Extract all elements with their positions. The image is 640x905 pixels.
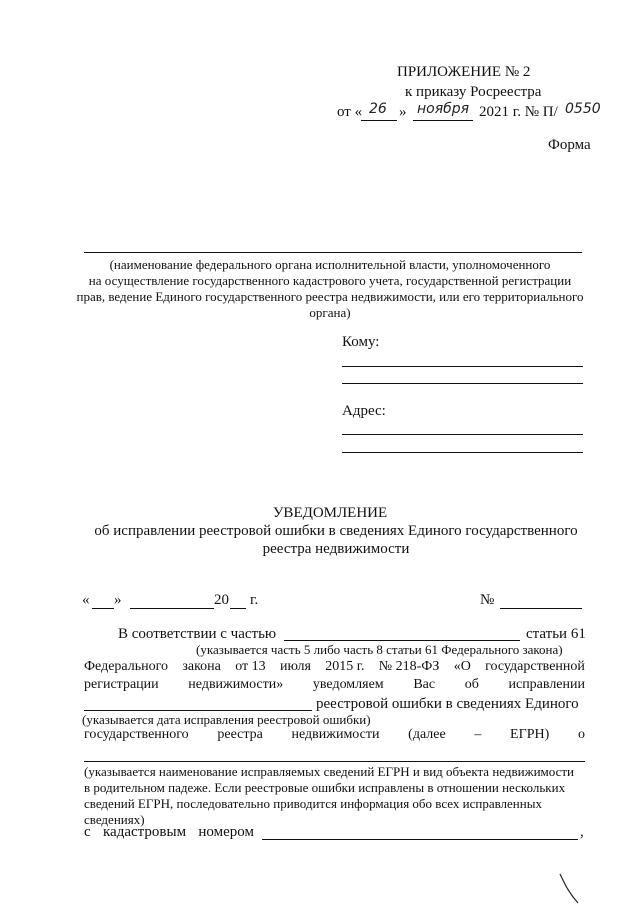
number-field xyxy=(500,608,582,609)
state-register-line xyxy=(84,727,585,743)
day-field xyxy=(92,608,114,609)
day-handwritten: 26 xyxy=(369,101,387,117)
state-word-7: о xyxy=(577,727,585,742)
hint-info-2: в родительном падеже. Если реестровые ошибки исправлены в отношении нескольких xyxy=(84,780,566,795)
state-word-3: недвижимости xyxy=(291,727,380,742)
state-word-2: реестра xyxy=(217,727,263,742)
law-line xyxy=(84,659,585,675)
cadastral-label xyxy=(84,824,254,841)
address-label: Адрес: xyxy=(342,403,386,419)
authority-caption-4: органа) xyxy=(309,305,351,320)
form-label: Форма xyxy=(548,137,591,153)
authority-caption-3: прав, ведение Единого государственного реестра недвижимости, или его территориального xyxy=(76,289,584,304)
order-date-line xyxy=(337,101,607,126)
date-prefix: от « xyxy=(337,104,363,120)
authority-name-field xyxy=(84,252,582,253)
address-field-line-1 xyxy=(342,434,583,435)
reg-word-6: исправлении xyxy=(508,677,585,692)
correction-date-field xyxy=(84,710,312,711)
state-word-1: государственного xyxy=(84,727,189,742)
notice-subtitle-1: об исправлении реестровой ошибки в сведениях Единого государственного xyxy=(94,523,578,539)
state-word-6: ЕГРН) xyxy=(510,727,550,742)
notice-title: УВЕДОМЛЕНИЕ xyxy=(272,505,388,521)
pen-stroke-mark xyxy=(556,872,586,905)
hint-info-4: сведениях) xyxy=(84,812,145,827)
appendix-label: ПРИЛОЖЕНИЕ № 2 xyxy=(397,64,531,80)
reg-word-4: Вас xyxy=(413,677,436,692)
error-line-end: реестровой ошибки в сведениях Единого xyxy=(316,696,579,712)
part-field xyxy=(284,640,520,641)
authority-caption-2: на осуществление государственного кадастрового учета, государственной регистрации xyxy=(88,273,572,288)
address-field-line-2 xyxy=(342,452,583,453)
year-prefix: 20 xyxy=(214,592,229,608)
date-quote-close: » xyxy=(399,104,407,120)
reg-word-5: об xyxy=(464,677,479,692)
number-sign: № xyxy=(480,592,495,608)
reg-word-2: недвижимости» xyxy=(188,677,284,692)
year-number-prefix: 2021 г. № П/ xyxy=(479,104,558,120)
date-open-quote: « xyxy=(82,592,90,608)
month-underline xyxy=(413,120,473,121)
hint-info-3: сведений ЕГРН, последовательно приводится информация обо всех исправленных xyxy=(84,796,542,811)
egrn-info-field xyxy=(84,761,585,762)
order-reference: к приказу Росреестра xyxy=(405,84,542,100)
month-handwritten: ноября xyxy=(417,101,470,117)
reg-word-3: уведомляем xyxy=(312,677,384,692)
law-word-4: июля xyxy=(279,659,311,674)
hint-info-1: (указывается наименование исправляемых сведений ЕГРН и вид объекта недвижимости xyxy=(84,764,574,779)
law-word-1: Федерального xyxy=(84,659,169,674)
cadastral-word-1: с xyxy=(84,824,91,840)
law-word-2: закона xyxy=(182,659,221,674)
year-field xyxy=(230,608,246,609)
law-word-7: «О xyxy=(453,659,471,674)
cadastral-number-field xyxy=(262,839,578,840)
law-word-3: от 13 xyxy=(235,659,266,674)
cadastral-word-2: кадастровым xyxy=(103,824,187,840)
date-close-quote: » xyxy=(114,592,122,608)
state-word-4: (далее xyxy=(408,727,446,742)
notice-date-row xyxy=(82,592,582,612)
to-field-line-1 xyxy=(342,366,583,367)
notice-subtitle-2: реестра недвижимости xyxy=(262,541,410,557)
to-label: Кому: xyxy=(342,334,380,350)
hint-date: (указывается дата исправления реестровой ошибки) xyxy=(82,712,371,727)
cadastral-comma: , xyxy=(580,824,584,840)
year-suffix: г. xyxy=(250,592,259,608)
law-word-6: № 218-ФЗ xyxy=(378,659,440,674)
law-word-8: государственной xyxy=(485,659,585,674)
cadastral-word-3: номером xyxy=(198,824,254,840)
para1-start: В соответствии с частью xyxy=(118,626,277,642)
order-number-handwritten: 0550 xyxy=(565,101,601,117)
day-underline xyxy=(361,120,397,121)
hint-part: (указывается часть 5 либо часть 8 статьи 61 Федерального закона) xyxy=(196,642,563,657)
reg-word-1: регистрации xyxy=(84,677,159,692)
para1-end: статьи 61 xyxy=(526,626,586,642)
registration-line xyxy=(84,677,585,693)
state-word-5: – xyxy=(474,727,482,742)
law-word-5: 2015 г. xyxy=(325,659,365,674)
month-field xyxy=(130,608,214,609)
authority-caption-1: (наименование федерального органа исполнительной власти, уполномоченного xyxy=(109,257,551,272)
to-field-line-2 xyxy=(342,383,583,384)
